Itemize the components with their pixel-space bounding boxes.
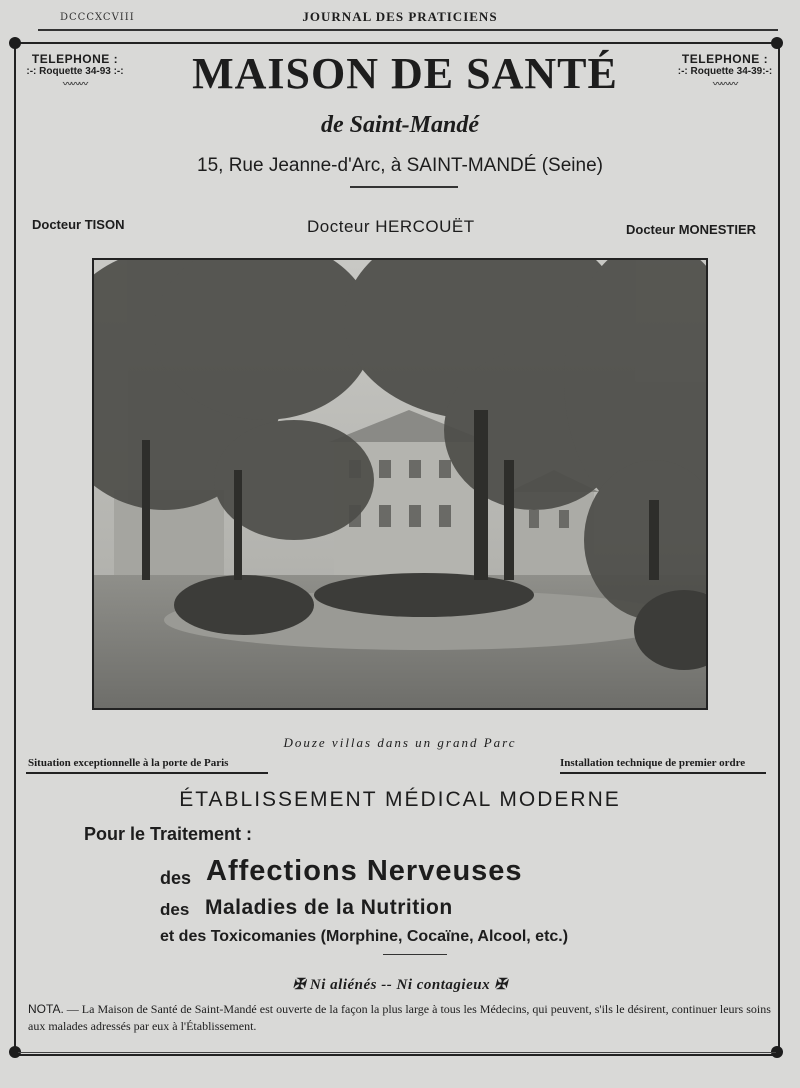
telephone-label: TELEPHONE :	[681, 52, 769, 66]
page-title: MAISON DE SANTÉ	[192, 49, 618, 98]
nota-text: — La Maison de Santé de Saint-Mandé est ouverte de la façon la plus large à tous les Médecins, qui peuvent, s'ils le désirent, continuer leurs soins aux malades adressés par eux à l'Établissement.	[28, 1002, 771, 1033]
bottom-rule	[18, 1052, 776, 1053]
journal-title: JOURNAL DES PRATICIENS	[302, 9, 498, 24]
nota-paragraph	[28, 1001, 774, 1035]
frame-corner-ornament	[9, 37, 21, 49]
park-photograph-illustration	[94, 260, 706, 708]
header-rule	[38, 29, 778, 31]
photo-caption: Douze villas dans un grand Parc	[283, 735, 517, 750]
doctor-right: Docteur MONESTIER	[626, 222, 757, 237]
treatment-intro: Pour le Traitement :	[84, 824, 253, 844]
admission-conditions: ✠ Ni aliénés -- Ni contagieux ✠	[292, 977, 508, 993]
telephone-ornament: 〰〰〰	[712, 79, 737, 89]
note-right: Installation technique de premier ordre	[560, 757, 746, 769]
maladies-nutrition: Maladies de la Nutrition	[205, 896, 453, 919]
telephone-number: :-: Roquette 34-39:-:	[677, 66, 773, 77]
note-left-rule	[26, 772, 268, 774]
main-heading: ÉTABLISSEMENT MÉDICAL MODERNE	[179, 788, 621, 811]
telephone-ornament: 〰〰〰	[62, 79, 87, 89]
nota-label: NOTA.	[28, 1002, 64, 1016]
section-rule	[383, 954, 447, 955]
toxicomanies: et des Toxicomanies (Morphine, Cocaïne, Alcool, etc.)	[160, 928, 569, 945]
address: 15, Rue Jeanne-d'Arc, à SAINT-MANDÉ (Seine)	[197, 155, 603, 176]
frame-corner-ornament	[771, 37, 783, 49]
page-subtitle: de Saint-Mandé	[320, 112, 479, 138]
note-left: Situation exceptionnelle à la porte de Paris	[28, 757, 229, 769]
park-photograph	[92, 258, 708, 710]
address-rule	[350, 186, 458, 188]
telephone-number: :-: Roquette 34-93 :-:	[26, 66, 124, 77]
nutrition-prefix: des	[160, 900, 190, 919]
affections-prefix: des	[160, 868, 192, 888]
telephone-label: TELEPHONE :	[31, 52, 119, 66]
doctor-left: Docteur TISON	[32, 217, 125, 232]
folio-number: DCCCXCVIII	[60, 12, 135, 23]
affections-nerveuses: Affections Nerveuses	[206, 855, 523, 887]
doctor-center: Docteur HERCOUËT	[307, 217, 475, 236]
note-right-rule	[560, 772, 766, 774]
